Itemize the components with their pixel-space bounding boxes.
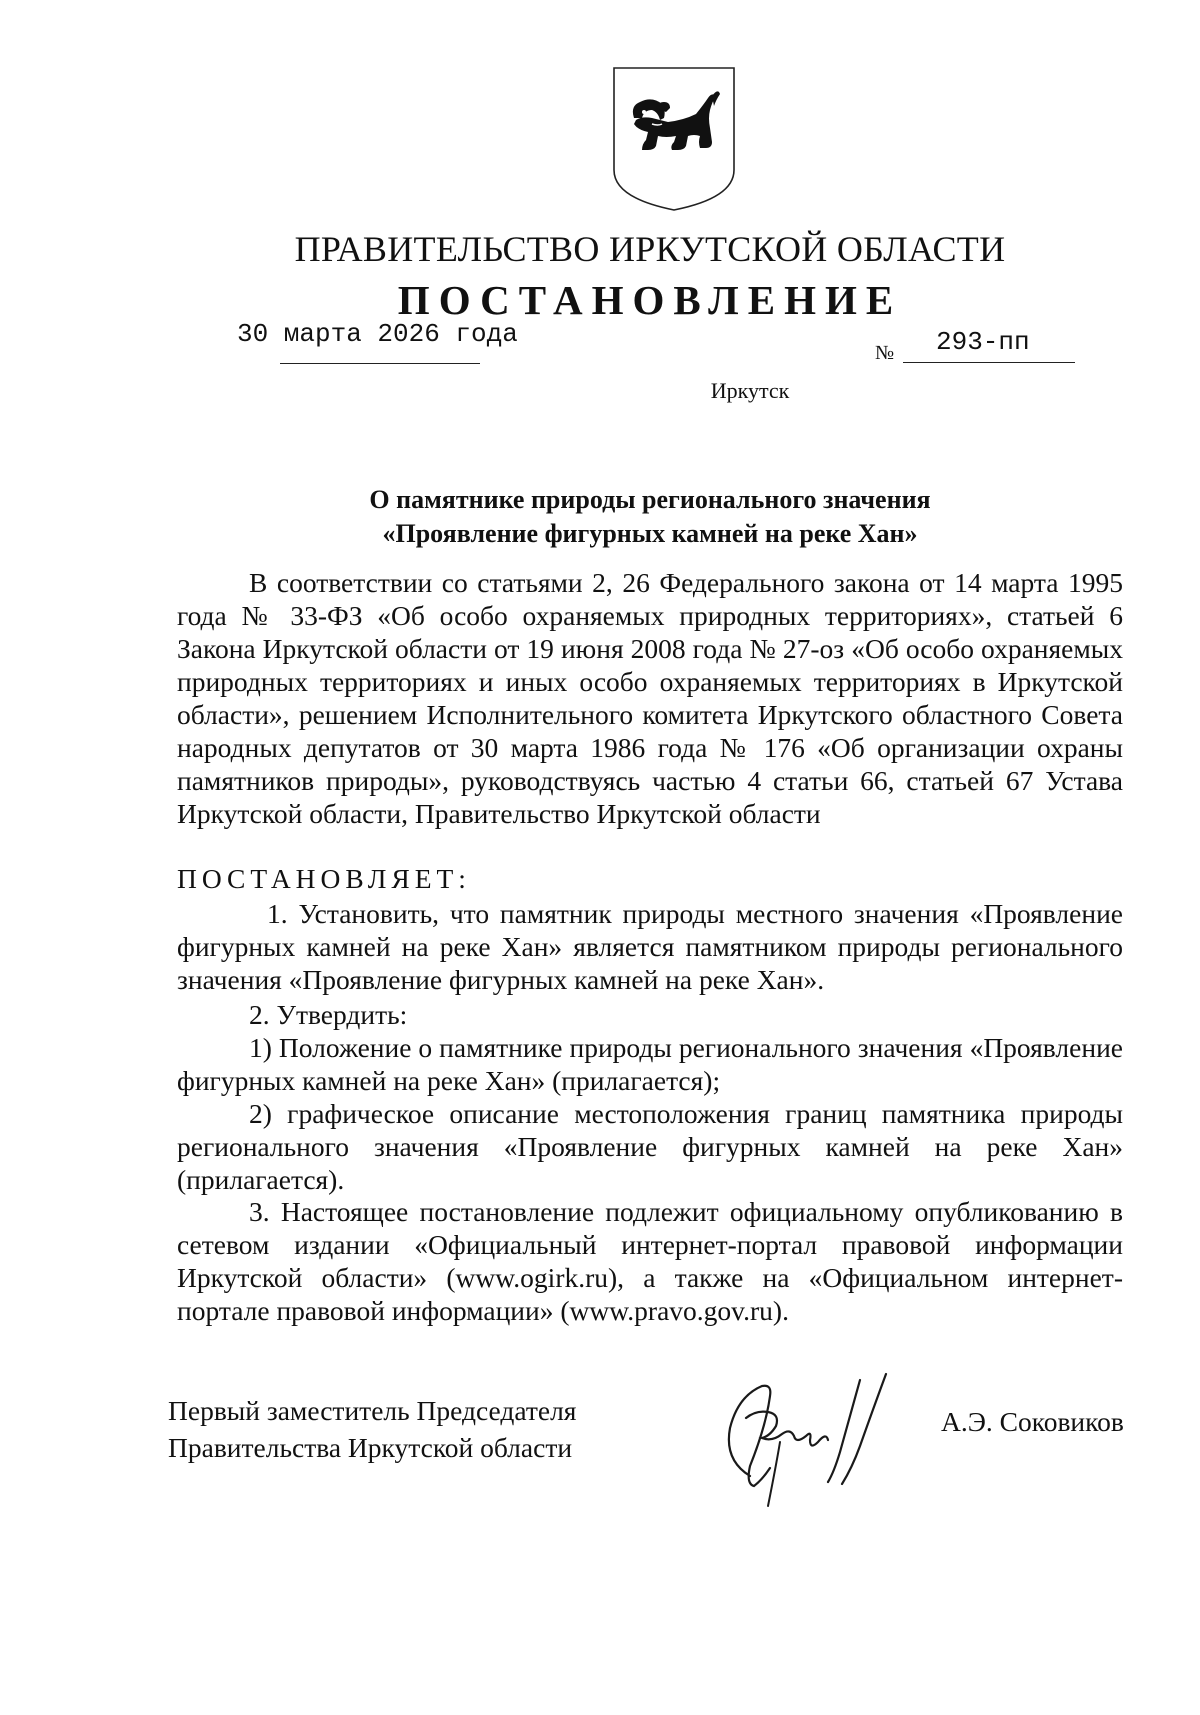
preamble-paragraph: В соответствии со статьями 2, 26 Федерального закона от 14 марта 1995 года № 33-ФЗ «Об особо охраняемых природных территориях», статьей 6 Закона Иркутской области от 19 июня 2008 года № 27-оз «Об особо охраняемых природных территориях и иных особо охраняемых территориях в Иркутской области», решением Исполнительного комитета Иркутского областного Совета народных депутатов от 30 марта 1986 года № 176 «Об организации охраны памятников природы», руководствуясь частью 4 статьи 66, статьей 67 Устава Иркутской области, Правительство Иркутской области (177, 567, 1123, 829)
subject-line-1: О памятнике природы регионального значения (369, 485, 931, 514)
coat-of-arms-icon (612, 66, 736, 212)
date-underline (280, 363, 480, 364)
subject-line-2: «Проявление фигурных камней на реке Хан» (382, 519, 918, 548)
item-2-2-paragraph: 2) графическое описание местоположения границ памятника природы регионального значения «Проявление фигурных камней на реке Хан» (прилагается). (177, 1098, 1123, 1195)
city: Иркутск (710, 378, 790, 403)
document-date: 30 марта 2026 года (237, 319, 518, 349)
handwritten-signature-icon (710, 1356, 930, 1516)
item-2-1-paragraph: 1) Положение о памятнике природы регионального значения «Проявление фигурных камней на реке Хан» (прилагается); (177, 1032, 1123, 1096)
signer-name: А.Э. Соковиков (941, 1406, 1124, 1437)
signer-title-line-2: Правительства Иркутской области (168, 1432, 573, 1463)
item-2-paragraph: 2. Утвердить: (249, 999, 408, 1030)
item-3-paragraph: 3. Настоящее постановление подлежит официальному опубликованию в сетевом издании «Официальный интернет-портал правовой информации Иркутской области» (www.ogirk.ru), а также на «Официальном интернет-портале правовой информации» (www.pravo.gov.ru). (177, 1196, 1123, 1326)
resolves-heading: ПОСТАНОВЛЯЕТ: (177, 863, 471, 894)
document-type: ПОСТАНОВЛЕНИЕ (397, 277, 903, 323)
signer-title (168, 1392, 576, 1466)
signer-title-line-1: Первый заместитель Председателя (168, 1395, 577, 1426)
document-subject (200, 483, 1100, 551)
number-underline (903, 362, 1075, 363)
government-title: ПРАВИТЕЛЬСТВО ИРКУТСКОЙ ОБЛАСТИ (294, 229, 1006, 269)
item-1-paragraph: 1. Установить, что памятник природы местного значения «Проявление фигурных камней на реке Хан» является памятником природы регионального значения «Проявление фигурных камней на реке Хан». (177, 898, 1123, 995)
document-number: 293-пп (936, 327, 1030, 357)
number-sign: № (875, 342, 895, 364)
